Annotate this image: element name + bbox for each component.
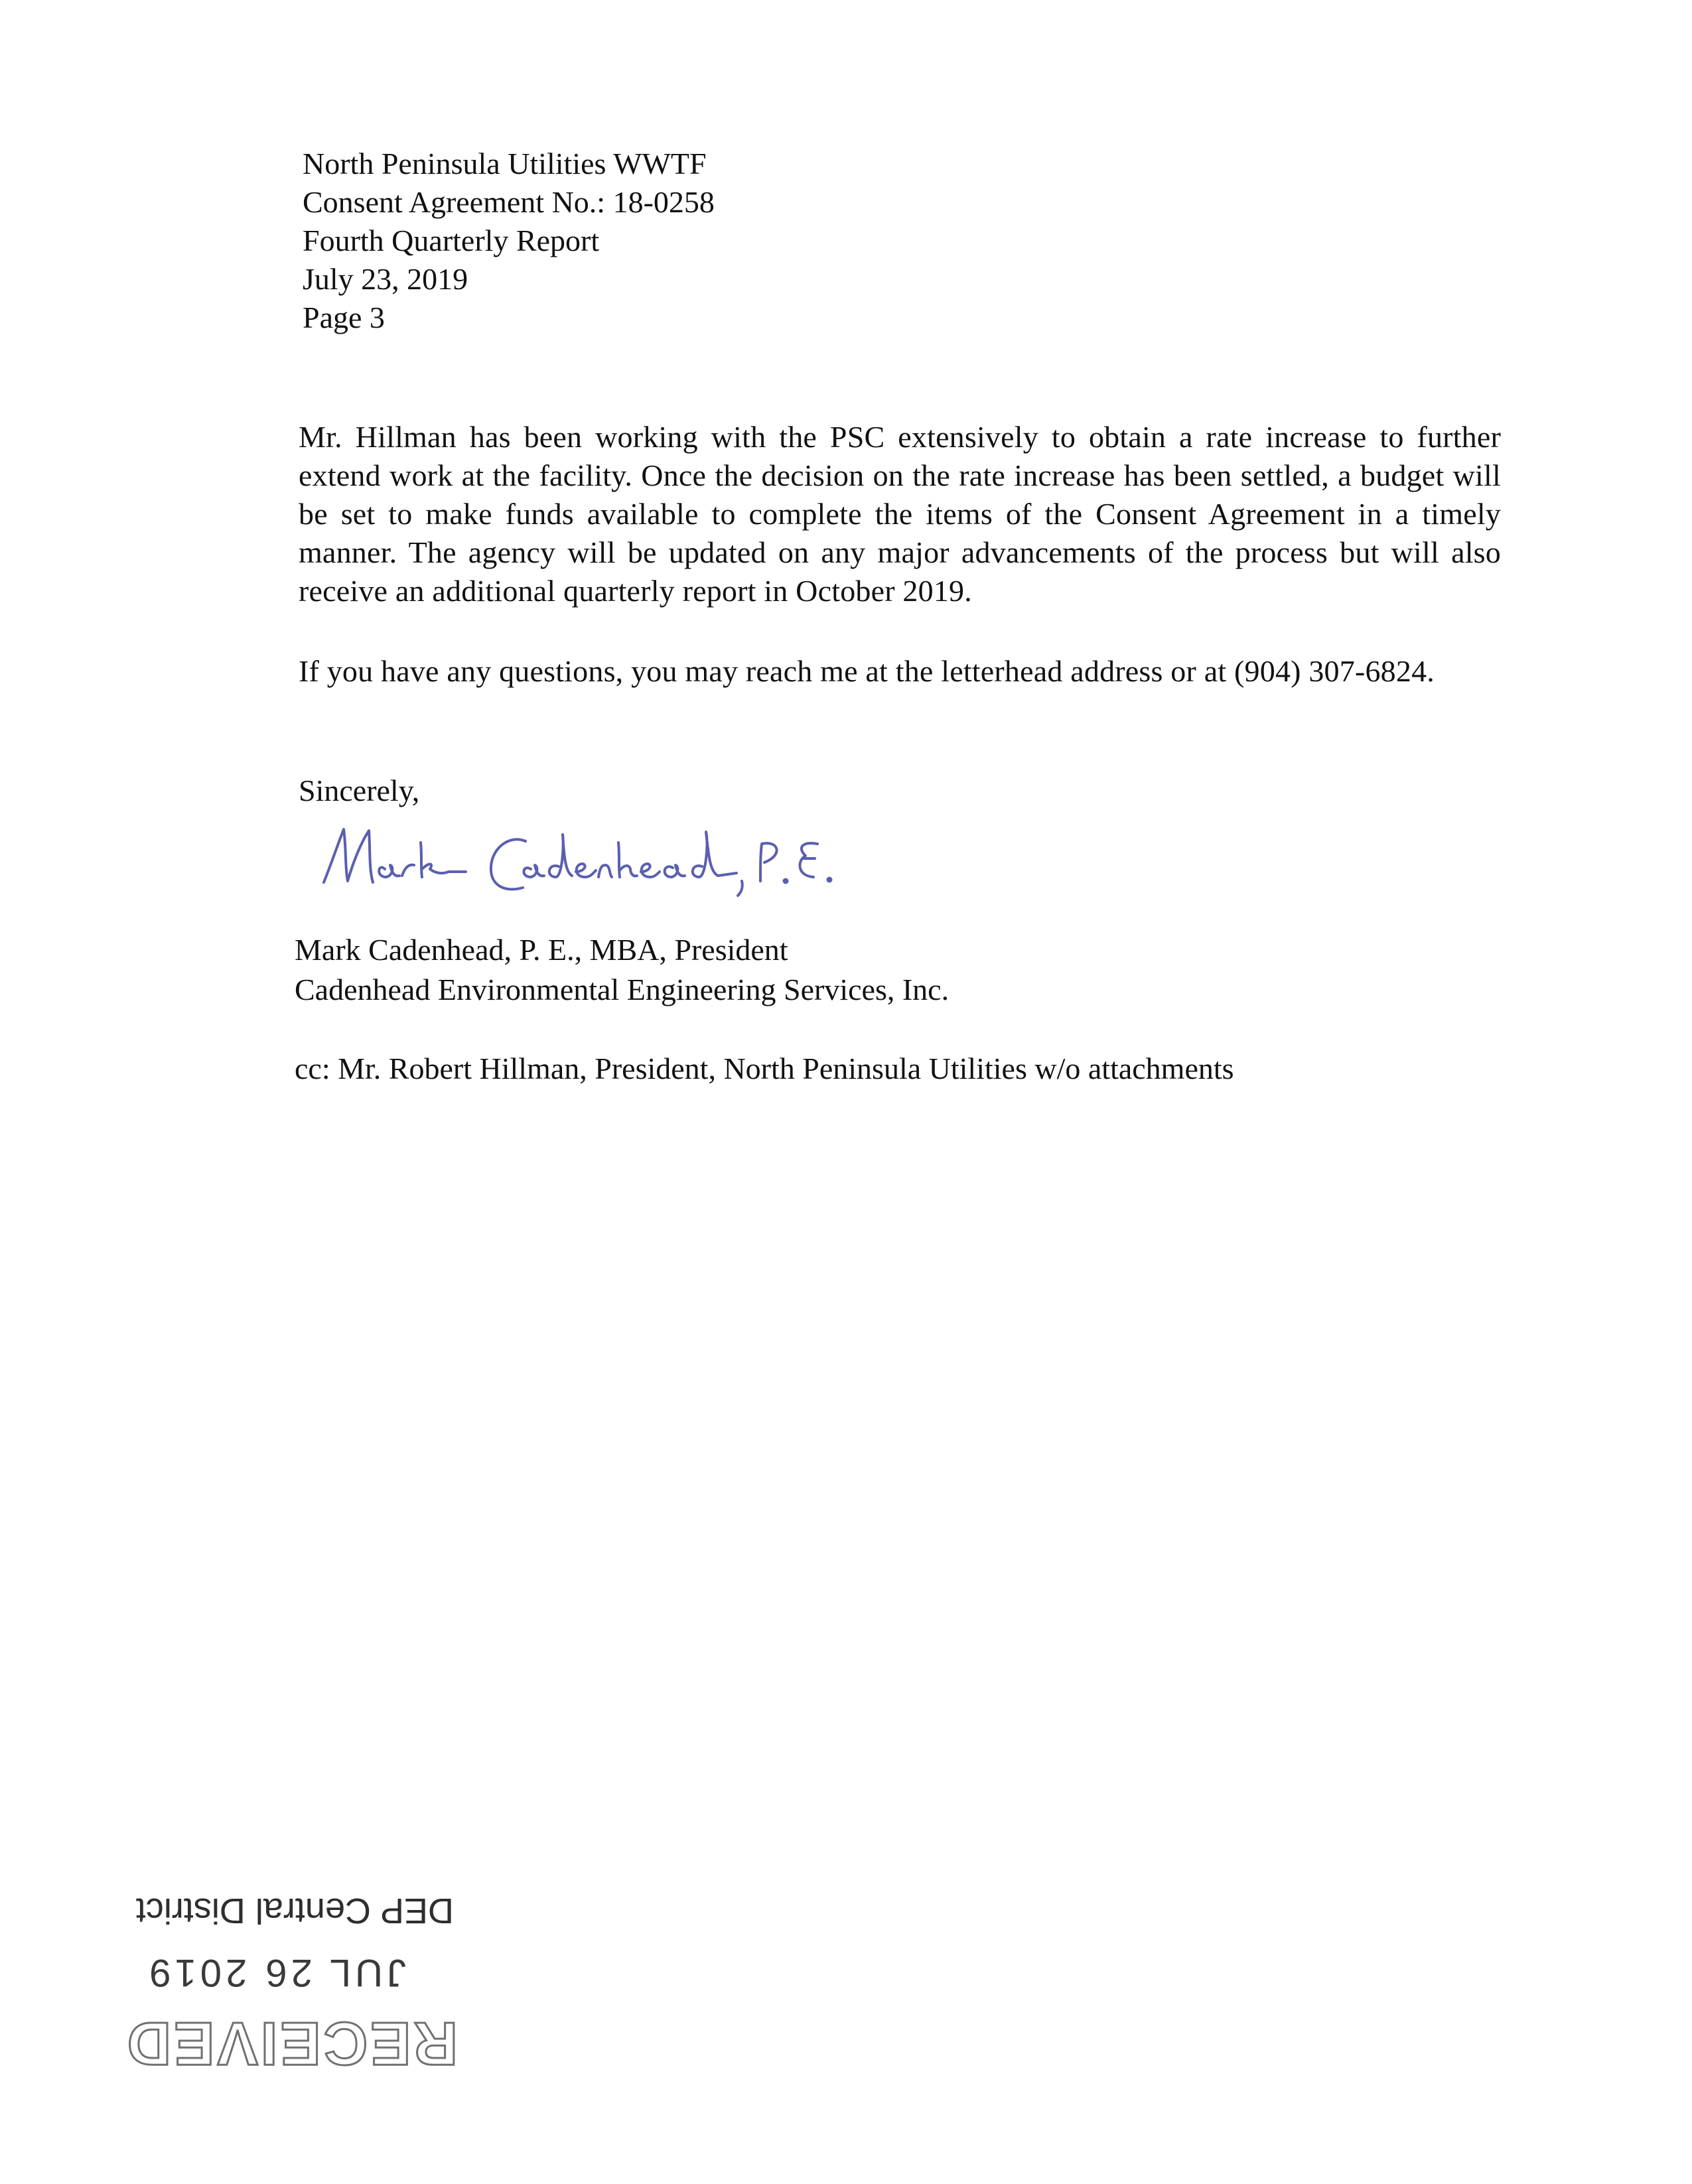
header-report-title: Fourth Quarterly Report — [303, 224, 600, 257]
header-consent-agreement: Consent Agreement No.: 18-0258 — [303, 185, 715, 219]
signatory-name: Mark Cadenhead, P. E., MBA, President — [295, 933, 788, 967]
handwritten-signature — [312, 803, 936, 909]
body-paragraph-contact: If you have any questions, you may reach me at the letterhead address or at (904) 307-6824. — [299, 654, 1435, 688]
letter-header — [303, 145, 715, 337]
stamp-received-text: RECEIVED — [124, 2010, 458, 2077]
stamp-office: DEP Central District — [135, 1891, 454, 1931]
header-facility: North Peninsula Utilities WWTF — [303, 147, 707, 180]
header-page-number: Page 3 — [303, 301, 385, 334]
header-date: July 23, 2019 — [303, 262, 468, 296]
signatory-company: Cadenhead Environmental Engineering Services, Inc. — [295, 973, 950, 1006]
cc-line: cc: Mr. Robert Hillman, President, North Peninsula Utilities w/o attachments — [295, 1052, 1234, 1085]
received-stamp — [124, 1871, 464, 2077]
body-paragraph-rate-increase: Mr. Hillman has been working with the PSC extensively to obtain a rate increase to further extend work at the facility. Once the decision on the rate increase has been settled, a budget will be set to make funds available to complete the items of the Consent Agreement in a timely manner. The agency will be updated on any major advancements of the process but will also receive an additional quarterly report in October 2019. — [299, 420, 1501, 608]
signatory-block — [295, 930, 949, 1010]
closing-salutation: Sincerely, — [299, 774, 420, 807]
stamp-date: JUL 26 2019 — [145, 1951, 406, 1994]
